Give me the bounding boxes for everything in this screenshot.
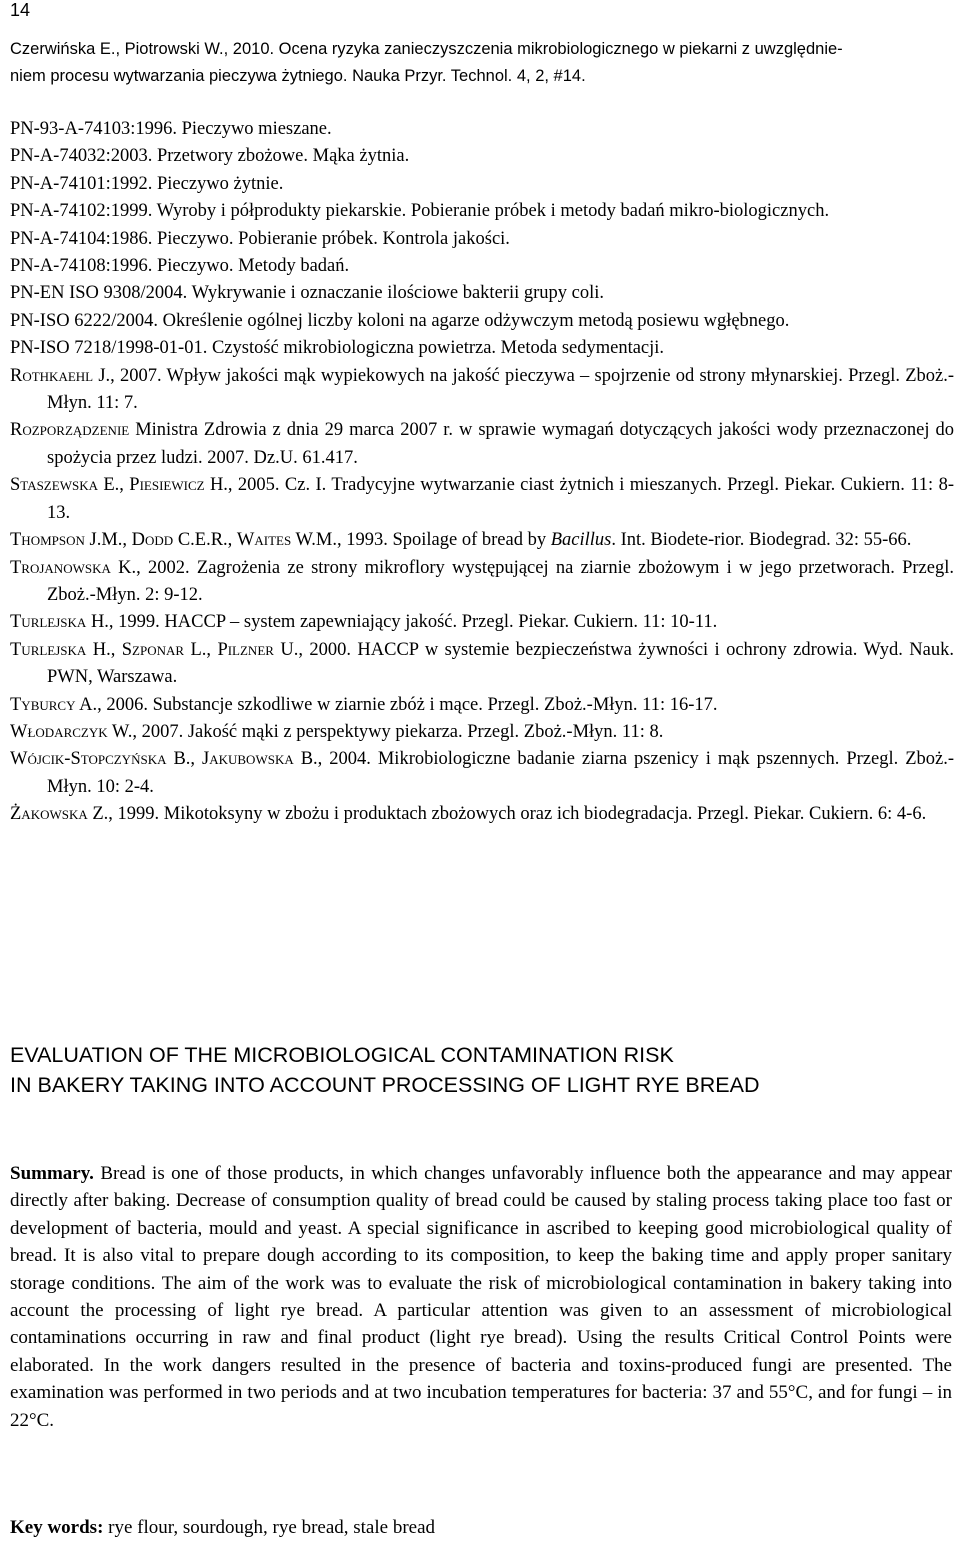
author-name: Jakubowska	[202, 749, 294, 770]
reference-text: PN-A-74102:1999. Wyroby i półprodukty piekarskie. Pobieranie próbek i metody badań mikro-biologicznych.	[10, 201, 830, 222]
reference-item	[10, 280, 954, 307]
author-name: Rozporządzenie	[10, 420, 130, 441]
page-number: 14	[10, 0, 31, 20]
reference-text: PN-A-74104:1986. Pieczywo. Pobieranie próbek. Kontrola jakości.	[10, 228, 510, 249]
reference-item	[10, 308, 954, 335]
reference-text: J., 2007. Wpływ jakości mąk wypiekowych na jakość pieczywa – spojrzenie od strony młynarskiej. Przegl. Zboż.-Młyn. 11: 7.	[47, 365, 954, 414]
reference-text: PN-A-74032:2003. Przetwory zbożowe. Mąka żytnia.	[10, 146, 410, 167]
reference-text: K., 2002. Zagrożenia ze strony mikroflory występującej na ziarnie zbożowym i w jego przetworach. Przegl. Zboż.-Młyn. 2: 9-12.	[47, 557, 954, 605]
reference-item	[10, 253, 954, 280]
author-name: Trojanowska	[10, 557, 111, 578]
reference-text: Z., 1999. Mikotoksyny w zbożu i produktach zbożowych oraz ich biodegradacja. Przegl. Piekar. Cukiern. 6: 4-6.	[87, 804, 927, 825]
reference-text: L.,	[184, 639, 218, 660]
reference-text: H.,	[86, 639, 122, 660]
reference-item	[10, 143, 954, 170]
summary-text: Bread is one of those products, in which changes unfavorably influence both the appearance and may appear directly after baking. Decrease of consumption quality of bread could be caused by staling process taking place too fast or development of bacteria, mould and yeast. A special significance in ascribed to keeping good microbiological quality of bread. It is also vital to prepare dough according to its composition, to keep the baking time and apply proper sanitary storage conditions. The aim of the work was to evaluate the risk of microbiological contamination in bakery taking into account the processing of light rye bread. A particular attention was given to an assessment of microbiological contaminations occurring in raw and final product (light rye bread). Using the results Critical Control Points were elaborated. In the work dangers resulted in the presence of bacteria and toxins-produced fungi are presented. The examination was performed in two periods and at two incubation temperatures for bacteria: 37 and 55°C, and for fungi – in 22°C.	[10, 1163, 952, 1431]
author-name: Turlejska	[10, 612, 87, 633]
citation-line: Czerwińska E., Piotrowski W., 2010. Ocena ryzyka zanieczyszczenia mikrobiologicznego w piekarni z uwzględnie-	[10, 40, 843, 58]
reference-text: H., 2005. Cz. I. Tradycyjne wytwarzanie ciast żytnich i mieszanych. Przegl. Piekar. Cukiern. 11: 8-13.	[47, 475, 954, 523]
author-name: Wójcik-Stopczyńska	[10, 749, 167, 770]
english-title	[10, 1040, 954, 1100]
italic-term: Bacillus	[550, 530, 612, 551]
author-name: Tyburcy	[10, 694, 76, 715]
reference-item	[10, 637, 954, 692]
citation-line: niem procesu wytwarzania pieczywa żytniego. Nauka Przyr. Technol. 4, 2, #14.	[10, 67, 586, 85]
reference-item	[10, 417, 954, 472]
reference-text: W., 2007. Jakość mąki z perspektywy piekarza. Przegl. Zboż.-Młyn. 11: 8.	[107, 721, 664, 742]
citation-header	[10, 36, 952, 90]
reference-item	[10, 226, 954, 253]
summary-label: Summary.	[10, 1163, 94, 1184]
reference-text: PN-EN ISO 9308/2004. Wykrywanie i oznaczanie ilościowe bakterii grupy coli.	[10, 283, 604, 304]
title-line: EVALUATION OF THE MICROBIOLOGICAL CONTAMINATION RISK	[10, 1043, 674, 1067]
reference-item	[10, 609, 954, 636]
author-name: Waites	[236, 530, 292, 551]
reference-text: Ministra Zdrowia z dnia 29 marca 2007 r. w sprawie wymagań dotyczących jakości wody przeznaczonej do spożycia przez ludzi. 2007. Dz.U. 61.417.	[47, 420, 954, 468]
reference-text: PN-ISO 7218/1998-01-01. Czystość mikrobiologiczna powietrza. Metoda sedymentacji.	[10, 338, 665, 359]
reference-text: H., 1999. HACCP – system zapewniający jakość. Przegl. Piekar. Cukiern. 11: 10-11.	[86, 612, 718, 633]
keywords	[10, 1514, 952, 1541]
reference-text: PN-93-A-74103:1996. Pieczywo mieszane.	[10, 119, 332, 139]
reference-text: J.M.,	[84, 530, 132, 551]
title-line: IN BAKERY TAKING INTO ACCOUNT PROCESSING OF LIGHT RYE BREAD	[10, 1073, 760, 1097]
reference-item	[10, 335, 954, 362]
reference-text: E.,	[97, 475, 130, 496]
reference-item	[10, 746, 954, 801]
reference-item	[10, 555, 954, 610]
author-name: Thompson	[10, 530, 85, 551]
reference-text: PN-A-74108:1996. Pieczywo. Metody badań.	[10, 256, 350, 277]
author-name: Żakowska	[10, 804, 88, 825]
author-name: Staszewska	[10, 475, 98, 496]
keywords-text: rye flour, sourdough, rye bread, stale bread	[103, 1517, 436, 1538]
reference-text: . Int. Biodete-rior. Biodegrad. 32: 55-66.	[611, 530, 912, 551]
reference-text: B.,	[166, 749, 203, 770]
summary-paragraph	[10, 1160, 952, 1434]
reference-item	[10, 692, 954, 719]
author-name: Włodarczyk	[10, 721, 108, 742]
reference-text: C.E.R.,	[173, 530, 237, 551]
reference-item	[10, 527, 954, 554]
reference-item	[10, 363, 954, 418]
reference-item	[10, 472, 954, 527]
reference-item	[10, 116, 954, 143]
reference-text: PN-ISO 6222/2004. Określenie ogólnej liczby koloni na agarze odżywczym metodą posiewu wgłębnego.	[10, 310, 790, 331]
reference-text: U., 2000. HACCP w systemie bezpieczeństwa żywności i ochrony zdrowia. Wyd. Nauk. PWN, Warszawa.	[47, 639, 954, 688]
author-name: Szponar	[121, 639, 185, 660]
reference-text: B., 2004. Mikrobiologiczne badanie ziarna pszenicy i mąk pszennych. Przegl. Zboż.-Młyn. 10: 2-4.	[47, 749, 954, 797]
author-name: Pilzner	[217, 639, 274, 660]
author-name: Piesiewicz	[129, 475, 205, 496]
reference-text: A., 2006. Substancje szkodliwe w ziarnie zbóż i mące. Przegl. Zboż.-Młyn. 11: 16-17.	[75, 694, 718, 715]
author-name: Rothkaehl	[10, 365, 94, 386]
reference-item	[10, 198, 954, 225]
keywords-label: Key words:	[10, 1517, 104, 1538]
reference-list	[10, 116, 954, 829]
author-name: Dodd	[131, 530, 174, 551]
reference-item	[10, 171, 954, 198]
author-name: Turlejska	[10, 639, 87, 660]
reference-item	[10, 719, 954, 746]
reference-text: PN-A-74101:1992. Pieczywo żytnie.	[10, 173, 284, 194]
reference-item	[10, 801, 954, 828]
reference-text: W.M., 1993. Spoilage of bread by	[291, 530, 551, 551]
